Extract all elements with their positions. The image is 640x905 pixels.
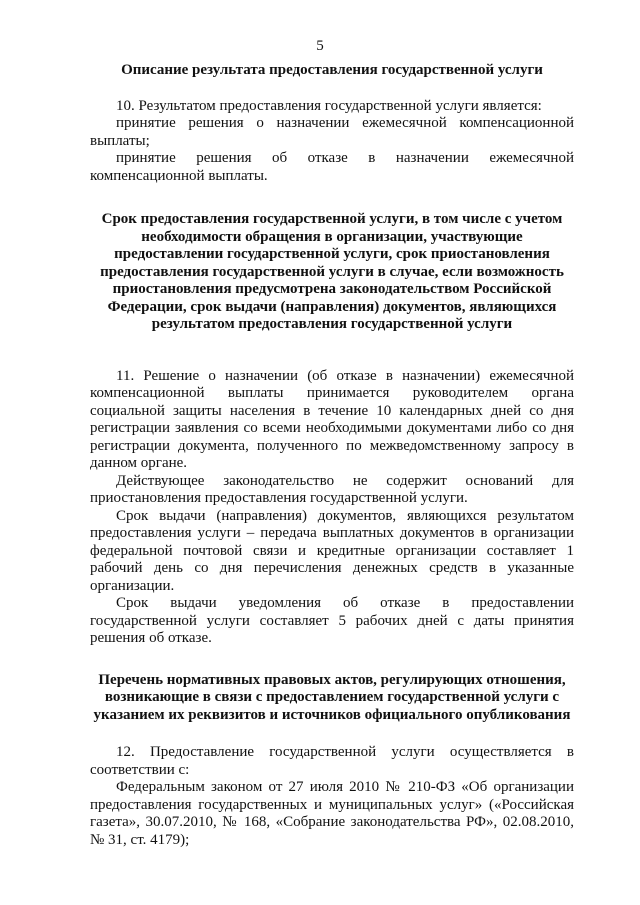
paragraph: принятие решения об отказе в назначении ежемесячной компенсационной выплаты. (90, 150, 574, 184)
paragraph: 10. Результатом предоставления государственной услуги является: (116, 97, 542, 114)
page-number: 5 (316, 38, 324, 54)
section-heading: Перечень нормативных правовых актов, регулирующих отношения, возникающие в связи с предоставлением государственной услуги с указанием их реквизитов и источников официального опубликования (93, 671, 571, 723)
paragraph: Срок выдачи уведомления об отказе в предоставлении государственной услуги составляет 5 рабочих дней с даты принятия решения об отказе. (90, 595, 574, 646)
section-result (90, 62, 574, 185)
section-heading: Описание результата предоставления государственной услуги (121, 62, 543, 78)
paragraph: 11. Решение о назначении (об отказе в назначении) ежемесячной компенсационной выплаты принимается руководителем органа социальной защиты населения в течение 10 календарных дней со дня регистрации заявления со всеми необходимыми документами либо со дня регистрации документа, полученного по межведомственному запросу в данном органе. (90, 367, 574, 471)
document-body (90, 62, 574, 849)
section-term (90, 211, 574, 648)
paragraph: принятие решения о назначении ежемесячной компенсационной выплаты; (90, 115, 574, 149)
paragraph: Срок выдачи (направления) документов, являющихся результатом предоставления услуги – передача выплатных документов в организации федеральной почтовой связи и кредитные организации составляет 1 рабочий день со дня перечисления денежных средств в указанные организации. (90, 507, 574, 594)
paragraph: Федеральным законом от 27 июля 2010 № 210-ФЗ «Об организации предоставления государственных и муниципальных услуг» («Российская газета», 30.07.2010, № 168, «Собрание законодательства РФ», 02.08.2010, № 31, ст. 4179); (90, 779, 574, 848)
paragraph: 12. Предоставление государственной услуги осуществляется в соответствии с: (90, 744, 574, 778)
paragraph: Действующее законодательство не содержит оснований для приостановления предоставления государственной услуги. (90, 472, 574, 506)
section-legal-acts (90, 672, 574, 850)
section-heading: Срок предоставления государственной услуги, в том числе с учетом необходимости обращения в организации, участвующие предоставлении государственной услуги, срок приостановления предоставления государственной услуги в случае, если возможность приостановления предусмотрена законодательством Российской Федерации, срок выдачи (направления) документов, являющихся результатом предоставления государственной услуги (100, 211, 564, 332)
